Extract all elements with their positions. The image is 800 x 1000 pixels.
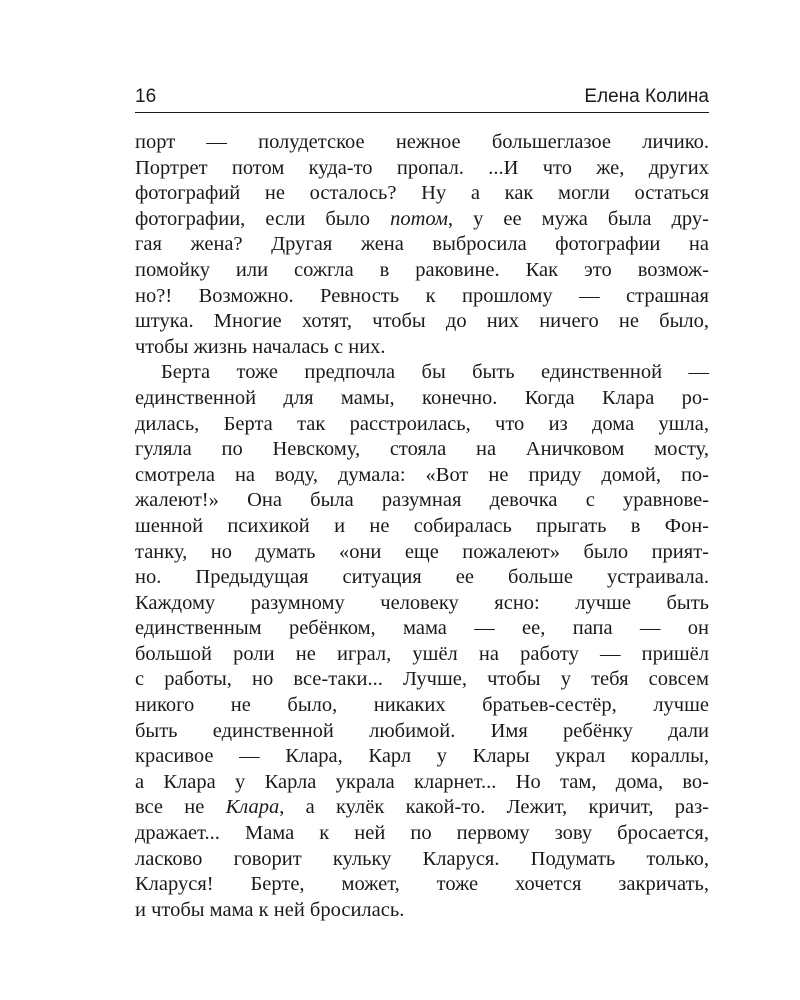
text-line: дражает... Мама к ней по первому зову бросается, bbox=[135, 822, 709, 845]
text-line: но?! Возможно. Ревность к прошлому — страшная bbox=[135, 284, 709, 307]
text-line: а Клара у Карла украла кларнет... Но там, дома, во- bbox=[135, 770, 709, 793]
text-line: жалеют!» Она была разумная девочка с уравнове- bbox=[135, 489, 709, 512]
text-line: Портрет потом куда-то пропал. ...И что же, других bbox=[135, 156, 709, 179]
text-line: фотографии, если было потом, у ее мужа была дру- bbox=[135, 207, 709, 230]
italic-word: потом bbox=[390, 207, 448, 230]
text-line: и чтобы мама к ней бросилась. bbox=[135, 898, 405, 921]
text-line: но. Предыдущая ситуация ее больше устраивала. bbox=[135, 566, 709, 589]
text-line: смотрела на воду, думала: «Вот не приду домой, по- bbox=[135, 463, 709, 486]
text-line: единственной для мамы, конечно. Когда Клара ро- bbox=[135, 386, 709, 409]
text-line: быть единственной любимой. Имя ребёнку дали bbox=[135, 719, 709, 742]
text-line: помойку или сожгла в раковине. Как это возмож- bbox=[135, 258, 709, 281]
page-number: 16 bbox=[135, 86, 157, 107]
body-text bbox=[135, 130, 709, 923]
text-line: гуляла по Невскому, стояла на Аничковом мосту, bbox=[135, 438, 709, 461]
text-line: танку, но думать «они еще пожалеют» было прият- bbox=[135, 540, 709, 563]
text-line: дилась, Берта так расстроилась, что из дома ушла, bbox=[135, 412, 709, 435]
text-line: фотографий не осталось? Ну а как могли остаться bbox=[135, 182, 709, 205]
text-line: штука. Многие хотят, чтобы до них ничего не было, bbox=[135, 310, 709, 333]
text-line: чтобы жизнь началась с них. bbox=[135, 335, 386, 358]
text-line: ласково говорит кульку Кларуся. Подумать только, bbox=[135, 847, 709, 870]
text-line: Кларуся! Берте, может, тоже хочется закричать, bbox=[135, 873, 709, 896]
text-line: красивое — Клара, Карл у Клары украл кораллы, bbox=[135, 745, 709, 768]
text-line: Берта тоже предпочла бы быть единственной — bbox=[161, 361, 709, 384]
text-line: с работы, но все-таки... Лучше, чтобы у тебя совсем bbox=[135, 668, 709, 691]
italic-word: Клара bbox=[225, 796, 280, 819]
page-header bbox=[135, 84, 709, 113]
text-line: Каждому разумному человеку ясно: лучше быть bbox=[135, 591, 709, 614]
text-line: шенной психикой и не собиралась прыгать в Фон- bbox=[135, 514, 709, 537]
text-line: большой роли не играл, ушёл на работу — пришёл bbox=[135, 642, 709, 665]
text-line: гая жена? Другая жена выбросила фотографии на bbox=[135, 233, 709, 256]
text-line: все не Клара, а кулёк какой-то. Лежит, кричит, раз- bbox=[135, 796, 710, 819]
text-line: единственным ребёнком, мама — ее, папа — он bbox=[135, 617, 709, 640]
running-title: Елена Колина bbox=[584, 86, 709, 107]
text-line: порт — полудетское нежное большеглазое личико. bbox=[135, 131, 709, 153]
text-line: никого не было, никаких братьев-сестёр, лучше bbox=[135, 694, 709, 717]
